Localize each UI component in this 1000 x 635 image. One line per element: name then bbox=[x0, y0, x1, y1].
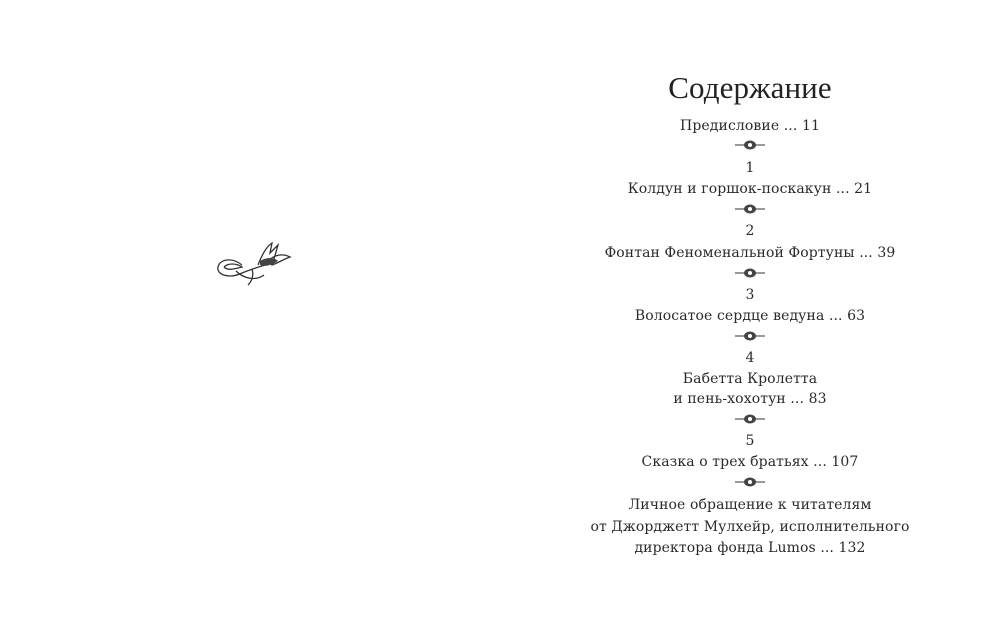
toc-entry-afterword-line-2: от Джорджетт Мулхейр, исполнительного bbox=[590, 519, 910, 535]
ornament-divider-icon bbox=[735, 203, 765, 215]
toc-entry-afterword-line-3: директора фонда Lumos ... 132 bbox=[634, 540, 866, 556]
chapter-number: 3 bbox=[745, 287, 755, 303]
toc-entry-chapter-3: Волосатое сердце ведуна ... 63 bbox=[634, 308, 866, 324]
toc-entry-chapter-4-line-2: и пень-хохотун ... 83 bbox=[673, 391, 827, 407]
toc-entry-preface: Предисловие ... 11 bbox=[680, 118, 820, 134]
toc-entry-chapter-5: Сказка о трех братьях ... 107 bbox=[641, 454, 859, 470]
ornament-divider-icon bbox=[735, 139, 765, 151]
ornament-divider-icon bbox=[735, 267, 765, 279]
ornament-divider-icon bbox=[735, 476, 765, 488]
chapter-number: 5 bbox=[745, 433, 755, 449]
ornament-divider-icon bbox=[735, 330, 765, 342]
bird-ornament-icon bbox=[212, 235, 297, 287]
toc-title: Содержание bbox=[668, 70, 832, 105]
ornament-divider-icon bbox=[735, 413, 765, 425]
chapter-number: 4 bbox=[745, 350, 755, 366]
toc-entry-chapter-4-line-1: Бабетта Кролетта bbox=[682, 371, 818, 387]
toc-entry-chapter-1: Колдун и горшок-поскакун ... 21 bbox=[627, 181, 873, 197]
chapter-number: 2 bbox=[745, 223, 755, 239]
right-page-table-of-contents bbox=[500, 0, 1000, 635]
toc-entry-chapter-2: Фонтан Феноменальной Фортуны ... 39 bbox=[604, 245, 896, 261]
chapter-number: 1 bbox=[745, 160, 755, 176]
toc-entry-afterword-line-1: Личное обращение к читателям bbox=[628, 497, 872, 513]
